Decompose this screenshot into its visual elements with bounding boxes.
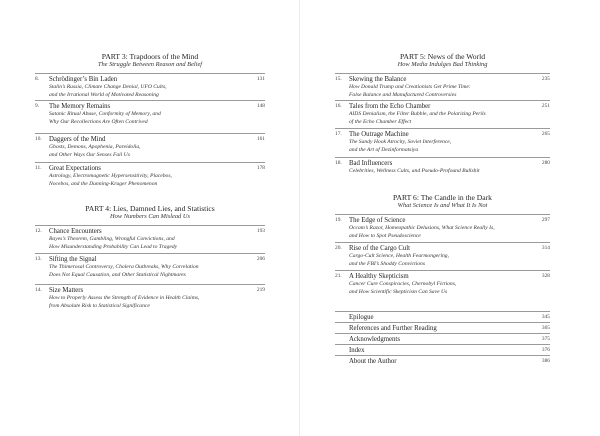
entry-rule	[35, 284, 265, 285]
chapter-page: 206	[256, 256, 265, 262]
chapter-title: Sifting the Signal	[49, 256, 97, 263]
entry-rule	[35, 73, 265, 74]
back-matter-entry[interactable]	[335, 314, 550, 322]
part-title: PART 6: The Candle in the Dark	[393, 193, 492, 202]
chapter-page: 265	[541, 131, 550, 137]
toc-entry[interactable]	[35, 287, 265, 310]
chapter-title: Skewing the Balance	[349, 76, 407, 83]
chapter-number: 13.	[35, 256, 42, 262]
entry-rule	[335, 242, 550, 243]
chapter-number: 17.	[335, 131, 342, 137]
chapter-page: 235	[541, 76, 550, 82]
chapter-description: Satanic Ritual Abuse, Conformity of Memory, and	[49, 111, 161, 117]
toc-entry[interactable]	[35, 228, 265, 251]
toc-entry[interactable]	[335, 131, 550, 154]
entry-rule	[335, 100, 550, 101]
chapter-number: 15.	[335, 76, 342, 82]
entry-rule	[335, 355, 550, 356]
chapter-description: Why Our Recollections Are Often Contrived	[49, 118, 148, 125]
toc-entry[interactable]	[35, 165, 265, 188]
chapter-page: 251	[541, 103, 550, 109]
back-matter-entry[interactable]	[335, 358, 550, 366]
right-page	[300, 0, 600, 436]
part-subtitle: The Struggle Between Reason and Belief	[97, 61, 203, 68]
chapter-description: How to Properly Assess the Strength of Evidence in Health Claims,	[49, 295, 200, 301]
back-matter-entry[interactable]	[335, 336, 550, 344]
chapter-description: Cancer Cure Conspiracies, Chernobyl Fictions,	[349, 281, 457, 287]
chapter-description: and the FBI’s Shoddy Convictions	[349, 260, 426, 267]
chapter-description: The Sandy Hook Atrocity, Soviet Interference,	[349, 139, 452, 145]
part-heading	[35, 52, 265, 69]
chapter-page: 161	[256, 136, 265, 142]
chapter-title: Great Expectations	[49, 165, 101, 172]
chapter-description: AIDS Denialism, the Filter Bubble, and the Polarizing Perils	[349, 111, 486, 117]
entry-rule	[335, 214, 550, 215]
chapter-number: 20.	[335, 245, 342, 251]
entry-rule	[35, 100, 265, 101]
back-matter-title: Index	[349, 347, 365, 354]
entry-rule	[335, 322, 550, 323]
chapter-number: 11.	[35, 165, 42, 171]
chapter-title: The Edge of Science	[349, 217, 406, 224]
chapter-number: 9.	[35, 103, 40, 109]
chapter-description: Does Not Equal Causation, and Other Statistical Nightmares	[49, 271, 186, 278]
chapter-number: 21.	[335, 273, 342, 279]
back-matter-title: Acknowledgments	[349, 336, 400, 343]
chapter-page: 219	[256, 287, 265, 293]
part-subtitle: How Media Indulges Bad Thinking	[397, 61, 488, 68]
chapter-page: 314	[541, 245, 550, 251]
toc-entry[interactable]	[335, 103, 550, 126]
entry-rule	[335, 157, 550, 158]
entry-rule	[335, 270, 550, 271]
chapter-number: 18.	[335, 160, 342, 166]
chapter-description: Cargo-Cult Science, Health Fearmongering,	[349, 253, 449, 259]
chapter-number: 19.	[335, 217, 342, 223]
chapter-title: The Outrage Machine	[349, 131, 409, 138]
chapter-description: False Balance and Manufactured Controversies	[349, 91, 457, 98]
entry-rule	[35, 162, 265, 163]
part-title: PART 4: Lies, Damned Lies, and Statistics	[85, 204, 215, 213]
chapter-description: Occam’s Razor, Homeopathic Delusions, What Science Really Is,	[349, 225, 495, 231]
chapter-description: and the Art of Dezinformatsiya	[349, 146, 419, 153]
chapter-title: Schrödinger’s Bin Laden	[49, 76, 118, 83]
toc-entry[interactable]	[335, 273, 550, 296]
back-matter-entry[interactable]	[335, 347, 550, 355]
chapter-number: 10.	[35, 136, 42, 142]
chapter-number: 14.	[35, 287, 42, 293]
chapter-description: from Absolute Risk to Statistical Significance	[49, 302, 150, 309]
entry-rule	[335, 128, 550, 129]
back-matter-title: References and Further Reading	[349, 325, 437, 332]
back-matter-page: 375	[541, 336, 550, 342]
entry-rule	[335, 311, 550, 312]
entry-rule	[335, 344, 550, 345]
toc-entry[interactable]	[35, 136, 265, 159]
chapter-description: Bayes’s Theorem, Gambling, Wrongful Convictions, and	[49, 236, 175, 242]
chapter-page: 193	[256, 228, 265, 234]
chapter-description: Stalin’s Russia, Climate Change Denial, UFO Cults,	[49, 84, 167, 90]
toc-entry[interactable]	[335, 76, 550, 99]
toc-entry[interactable]	[335, 160, 550, 176]
chapter-number: 12.	[35, 228, 42, 234]
entry-rule	[335, 333, 550, 334]
chapter-page: 178	[256, 165, 265, 171]
chapter-description: Ghosts, Demons, Apophenia, Pareidolia,	[49, 144, 141, 150]
chapter-title: The Memory Remains	[49, 103, 111, 110]
chapter-title: Daggers of the Mind	[49, 136, 106, 143]
part-subtitle: What Science Is and What It Is Not	[397, 202, 488, 209]
back-matter-page: 365	[541, 325, 550, 331]
chapter-description: Astrology, Electromagnetic Hypersensitivity, Placebos,	[49, 173, 172, 179]
part-title: PART 5: News of the World	[399, 52, 486, 61]
back-matter-page: 376	[541, 347, 550, 353]
toc-entry[interactable]	[35, 256, 265, 279]
entry-rule	[335, 73, 550, 74]
chapter-description: and How to Spot Pseudoscience	[349, 232, 421, 239]
chapter-description: and Other Ways Our Senses Fail Us	[49, 151, 130, 158]
back-matter-entry[interactable]	[335, 325, 550, 333]
chapter-title: Size Matters	[49, 287, 84, 294]
chapter-title: Bad Influencers	[349, 160, 393, 167]
chapter-description: and the Irrational World of Motivated Reasoning	[49, 91, 159, 98]
chapter-description: of the Echo Chamber Effect	[349, 118, 412, 125]
part-heading	[335, 52, 550, 69]
part-heading	[35, 204, 265, 221]
entry-rule	[35, 133, 265, 134]
chapter-description: Celebrities, Wellness Cults, and Pseudo-Profound Bullshit	[349, 168, 480, 174]
toc-entry[interactable]	[335, 217, 550, 240]
chapter-description: How Misunderstanding Probability Can Lead to Tragedy	[49, 243, 178, 250]
chapter-description: and How Scientific Skepticism Can Save Us	[349, 288, 448, 295]
chapter-page: 280	[541, 160, 550, 166]
chapter-number: 8.	[35, 76, 40, 82]
part-subtitle: How Numbers Can Mislead Us	[110, 213, 190, 220]
chapter-title: A Healthy Skepticism	[349, 273, 409, 280]
chapter-description: The Thimerosal Controversy, Cholera Outbreaks, Why Correlation	[49, 264, 199, 270]
back-matter-page: 386	[541, 358, 550, 364]
back-matter-title: Epilogue	[349, 314, 374, 321]
chapter-title: Chance Encounters	[49, 228, 102, 235]
chapter-title: Rise of the Cargo Cult	[349, 245, 411, 252]
chapter-page: 328	[541, 273, 550, 279]
chapter-page: 297	[541, 217, 550, 223]
toc-entry[interactable]	[335, 245, 550, 268]
part-title: PART 3: Trapdoors of the Mind	[101, 52, 199, 61]
chapter-number: 16.	[335, 103, 342, 109]
back-matter-page: 345	[541, 314, 550, 320]
toc-entry[interactable]	[35, 103, 265, 126]
chapter-page: 148	[256, 103, 265, 109]
chapter-page: 131	[256, 76, 265, 82]
back-matter-title: About the Author	[349, 358, 397, 365]
chapter-description: How Donald Trump and Creationists Get Prime Time:	[349, 84, 471, 90]
part-heading	[335, 193, 550, 210]
entry-rule	[35, 225, 265, 226]
toc-entry[interactable]	[35, 76, 265, 99]
entry-rule	[35, 253, 265, 254]
chapter-description: Nocebos, and the Dunning-Kruger Phenomenon	[49, 180, 158, 187]
chapter-title: Tales from the Echo Chamber	[349, 103, 431, 110]
